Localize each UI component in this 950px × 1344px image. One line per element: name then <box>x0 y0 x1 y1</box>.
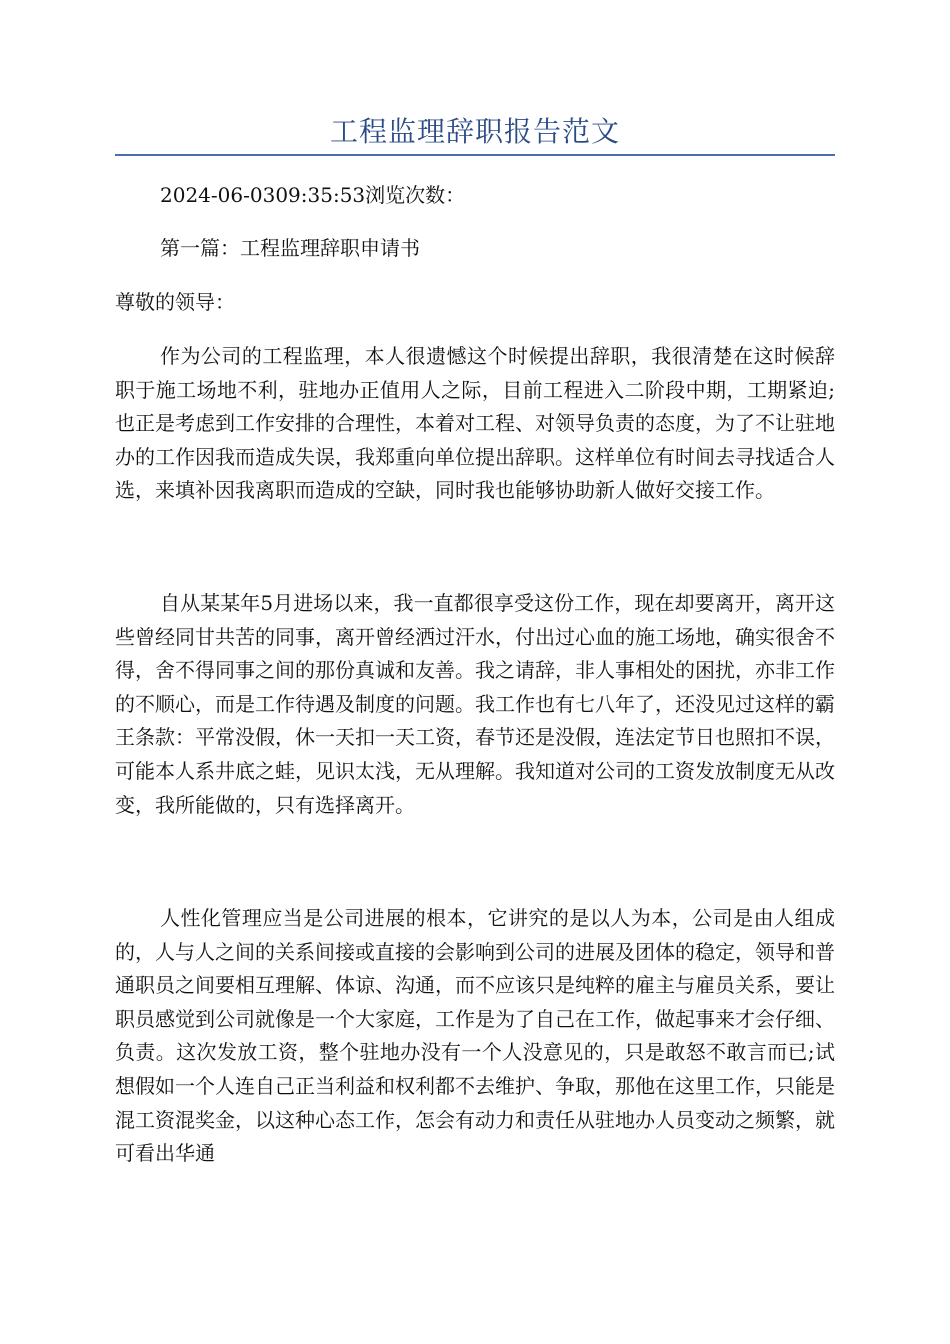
body-paragraph-1: 作为公司的工程监理，本人很遗憾这个时候提出辞职，我很清楚在这时候辞职于施工场地不利，驻地办正值用人之际，目前工程进入二阶段中期，工期紧迫;也正是考虑到工作安排的合理性，本着对工程、对领导负责的态度，为了不让驻地办的工作因我而造成失误，我郑重向单位提出辞职。这样单位有时间去寻找适合人选，来填补因我离职而造成的空缺，同时我也能够协助新人做好交接工作。 <box>115 344 835 503</box>
body-paragraph-2: 自从某某年5月进场以来，我一直都很享受这份工作，现在却要离开，离开这些曾经同甘共苦的同事，离开曾经洒过汗水，付出过心血的施工场地，确实很舍不得，舍不得同事之间的那份真诚和友善。我之请辞，非人事相处的困扰，亦非工作的不顺心，而是工作待遇及制度的问题。我工作也有七八年了，还没见过这样的霸王条款：平常没假，休一天扣一天工资，春节还是没假，连法定节日也照扣不误，可能本人系井底之蛙，见识太浅，无从理解。我知道对公司的工资发放制度无从改变，我所能做的，只有选择离开。 <box>115 591 835 817</box>
body-paragraph-3: 人性化管理应当是公司进展的根本，它讲究的是以人为本，公司是由人组成的，人与人之间的关系间接或直接的会影响到公司的进展及团体的稳定，领导和普通职员之间要相互理解、体谅、沟通，而不应该只是纯粹的雇主与雇员关系，要让职员感觉到公司就像是一个大家庭，工作是为了自己在工作，做起事来才会仔细、负责。这次发放工资，整个驻地办没有一个人没意见的，只是敢怒不敢言而已;试想假如一个人连自己正当利益和权利都不去维护、争取，那他在这里工作，只能是混工资混奖金，以这种心态工作，怎会有动力和责任从驻地办人员变动之频繁，就可看出华通 <box>115 906 835 1166</box>
chapter-heading: 第一篇：工程监理辞职申请书 <box>160 236 420 260</box>
publish-meta: 2024-06-0309:35:53浏览次数： <box>160 183 466 207</box>
salutation: 尊敬的领导： <box>115 290 235 314</box>
document-title: 工程监理辞职报告范文 <box>329 115 620 148</box>
title-underline <box>115 154 835 156</box>
